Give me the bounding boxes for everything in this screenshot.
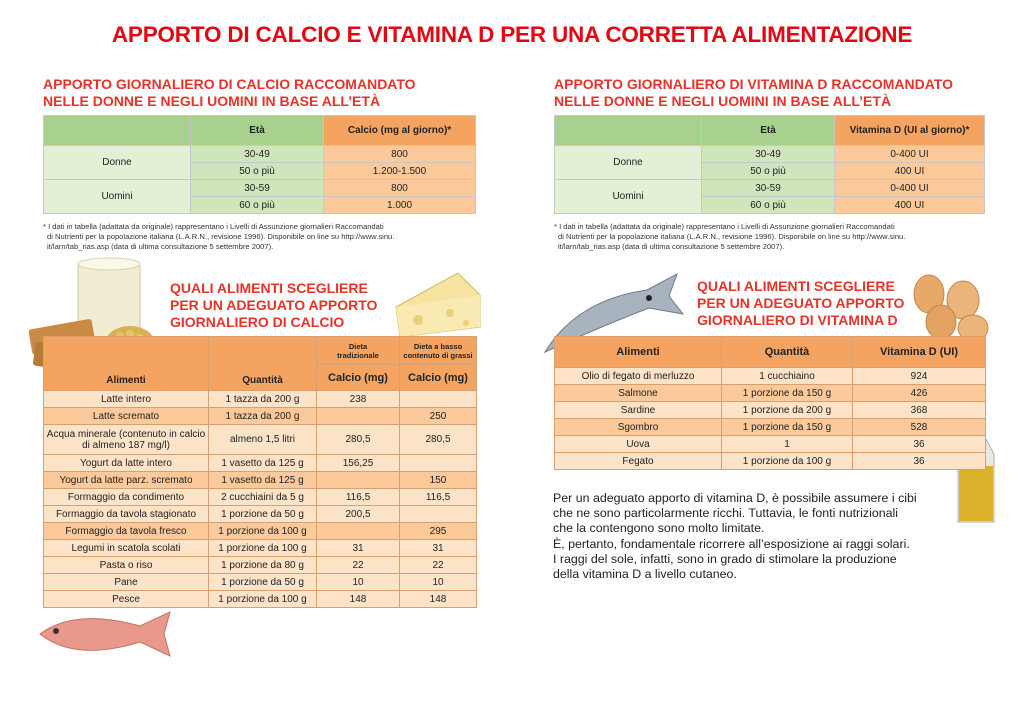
- food-cell: Latte intero: [44, 391, 209, 408]
- food-cell: Pasta o riso: [44, 557, 209, 574]
- trad-cell: [317, 523, 400, 540]
- header-food: Alimenti: [555, 337, 722, 368]
- food-cell: Pane: [44, 574, 209, 591]
- table-row: [44, 506, 477, 523]
- low-cell: [400, 506, 477, 523]
- food-cell: Fegato: [555, 453, 722, 470]
- trad-cell: [317, 472, 400, 489]
- header-calcio: Calcio (mg al giorno)*: [324, 116, 476, 146]
- page-title: APPORTO DI CALCIO E VITAMINA D PER UNA CORRETTA ALIMENTAZIONE: [111, 22, 913, 47]
- value-cell: 426: [853, 385, 986, 402]
- qty-cell: 1 porzione da 100 g: [209, 523, 317, 540]
- value-cell: 0-400 UI: [835, 146, 985, 163]
- qty-cell: 1 cucchiaino: [722, 368, 853, 385]
- low-cell: 10: [400, 574, 477, 591]
- group-donne: Donne: [44, 146, 191, 180]
- trad-cell: 200,5: [317, 506, 400, 523]
- low-cell: 150: [400, 472, 477, 489]
- value-cell: 528: [853, 419, 986, 436]
- group-uomini: Uomini: [44, 180, 191, 214]
- age-cell: 50 o più: [191, 163, 324, 180]
- vitd-rda-table: [554, 115, 985, 214]
- header-diet-traditional: Dieta tradizionale: [317, 337, 400, 365]
- food-cell: Formaggio da tavola stagionato: [44, 506, 209, 523]
- qty-cell: almeno 1,5 litri: [209, 425, 317, 455]
- food-cell: Formaggio da condimento: [44, 489, 209, 506]
- value-cell: 400 UI: [835, 163, 985, 180]
- group-donne: Donne: [555, 146, 702, 180]
- qty-cell: 1 porzione da 150 g: [722, 385, 853, 402]
- header-calcio-traditional: Calcio (mg): [317, 365, 400, 391]
- trad-cell: 31: [317, 540, 400, 557]
- food-cell: Yogurt da latte intero: [44, 455, 209, 472]
- header-blank: [44, 116, 191, 146]
- header-qty: Quantità: [209, 337, 317, 391]
- trad-cell: 156,25: [317, 455, 400, 472]
- header-vitd: Vitamina D (UI): [853, 337, 986, 368]
- food-cell: Olio di fegato di merluzzo: [555, 368, 722, 385]
- vitd-foods-title: QUALI ALIMENTI SCEGLIERE PER UN ADEGUATO APPORTO GIORNALIERO DI VITAMINA D: [697, 278, 905, 328]
- calcio-foods-title: QUALI ALIMENTI SCEGLIERE PER UN ADEGUATO APPORTO GIORNALIERO DI CALCIO: [170, 280, 378, 330]
- trad-cell: 116,5: [317, 489, 400, 506]
- qty-cell: 1 porzione da 50 g: [209, 506, 317, 523]
- calcio-rda-title: APPORTO GIORNALIERO DI CALCIO RACCOMANDATO NELLE DONNE E NEGLI UOMINI IN BASE ALL’ETÀ: [43, 76, 416, 109]
- table-row: [555, 385, 986, 402]
- header-qty: Quantità: [722, 337, 853, 368]
- qty-cell: 2 cucchiaini da 5 g: [209, 489, 317, 506]
- table-row: [555, 402, 986, 419]
- calcio-rda-note: * I dati in tabella (adattata da originale) rappresentano i Livelli di Assunzione giornalieri Raccomandati di Nutrienti per la popolazione italiana (L.A.R.N., revisione 1996). Disponibile on line su http://www.sinu. it/larn/tab_rias.asp (data di ultima consultazione 5 settembre 2007).: [43, 222, 395, 251]
- trad-cell: 22: [317, 557, 400, 574]
- qty-cell: 1 vasetto da 125 g: [209, 472, 317, 489]
- qty-cell: 1 porzione da 200 g: [722, 402, 853, 419]
- header-vitd: Vitamina D (UI al giorno)*: [835, 116, 985, 146]
- vitd-rda-title: APPORTO GIORNALIERO DI VITAMINA D RACCOMANDATO NELLE DONNE E NEGLI UOMINI IN BASE ALL’ETÀ: [554, 76, 953, 109]
- food-cell: Uova: [555, 436, 722, 453]
- age-cell: 30-59: [702, 180, 835, 197]
- age-cell: 30-49: [702, 146, 835, 163]
- vitd-paragraph: Per un adeguato apporto di vitamina D, è possibile assumere i cibi che ne sono particolarmente ricchi. Tuttavia, le fonti nutrizionali che la contengono sono molto limitate. È, pertanto, fondamentale ricorrere all’esposizione ai raggi solari. I raggi del sole, infatti, sono in grado di stimolare la produzione della vitamina D a livello cutaneo.: [553, 491, 917, 582]
- trad-cell: 238: [317, 391, 400, 408]
- table-row: [555, 368, 986, 385]
- age-cell: 50 o più: [702, 163, 835, 180]
- calcio-rda-table: [43, 115, 476, 214]
- low-cell: 295: [400, 523, 477, 540]
- table-row: [44, 540, 477, 557]
- low-cell: 148: [400, 591, 477, 608]
- age-cell: 30-49: [191, 146, 324, 163]
- red-fish-illustration: [30, 604, 180, 664]
- qty-cell: 1 porzione da 50 g: [209, 574, 317, 591]
- low-cell: [400, 391, 477, 408]
- low-cell: 280,5: [400, 425, 477, 455]
- food-cell: Sardine: [555, 402, 722, 419]
- qty-cell: 1 tazza da 200 g: [209, 391, 317, 408]
- value-cell: 1.200-1.500: [324, 163, 476, 180]
- trad-cell: [317, 408, 400, 425]
- low-cell: 116,5: [400, 489, 477, 506]
- vitd-foods-table: [554, 336, 986, 470]
- table-row: [44, 472, 477, 489]
- header-food: Alimenti: [44, 337, 209, 391]
- food-cell: Yogurt da latte parz. scremato: [44, 472, 209, 489]
- table-row: [44, 425, 477, 455]
- low-cell: 31: [400, 540, 477, 557]
- qty-cell: 1: [722, 436, 853, 453]
- qty-cell: 1 porzione da 100 g: [209, 540, 317, 557]
- value-cell: 924: [853, 368, 986, 385]
- age-cell: 60 o più: [702, 197, 835, 214]
- header-age: Età: [191, 116, 324, 146]
- table-row: [44, 591, 477, 608]
- food-cell: Latte scremato: [44, 408, 209, 425]
- table-row: [44, 408, 477, 425]
- value-cell: 368: [853, 402, 986, 419]
- qty-cell: 1 tazza da 200 g: [209, 408, 317, 425]
- table-row: [44, 523, 477, 540]
- value-cell: 1.000: [324, 197, 476, 214]
- header-diet-lowfat: Dieta a basso contenuto di grassi: [400, 337, 477, 365]
- value-cell: 0-400 UI: [835, 180, 985, 197]
- trad-cell: 10: [317, 574, 400, 591]
- qty-cell: 1 porzione da 80 g: [209, 557, 317, 574]
- food-cell: Pesce: [44, 591, 209, 608]
- food-cell: Sgombro: [555, 419, 722, 436]
- age-cell: 30-59: [191, 180, 324, 197]
- value-cell: 400 UI: [835, 197, 985, 214]
- value-cell: 800: [324, 180, 476, 197]
- header-blank: [555, 116, 702, 146]
- cheese-illustration: [388, 265, 488, 345]
- qty-cell: 1 porzione da 100 g: [209, 591, 317, 608]
- value-cell: 36: [853, 436, 986, 453]
- table-row: [555, 453, 986, 470]
- table-row: [555, 436, 986, 453]
- low-cell: 22: [400, 557, 477, 574]
- food-cell: Formaggio da tavola fresco: [44, 523, 209, 540]
- age-cell: 60 o più: [191, 197, 324, 214]
- qty-cell: 1 vasetto da 125 g: [209, 455, 317, 472]
- calcio-foods-table: [43, 336, 477, 608]
- table-row: [44, 574, 477, 591]
- food-cell: Acqua minerale (contenuto in calcio di almeno 187 mg/l): [44, 425, 209, 455]
- trad-cell: 280,5: [317, 425, 400, 455]
- table-row: [44, 557, 477, 574]
- vitd-rda-note: * I dati in tabella (adattata da originale) rappresentano i Livelli di Assunzione giornalieri Raccomandati di Nutrienti per la popolazione italiana (L.A.R.N., revisione 1996). Disponibile on line su http://www.sinu. it/larn/tab_rias.asp (data di ultima consultazione 5 settembre 2007).: [554, 222, 906, 251]
- food-cell: Salmone: [555, 385, 722, 402]
- table-row: [44, 391, 477, 408]
- table-row: [555, 419, 986, 436]
- low-cell: [400, 455, 477, 472]
- qty-cell: 1 porzione da 100 g: [722, 453, 853, 470]
- value-cell: 36: [853, 453, 986, 470]
- table-row: [44, 489, 477, 506]
- food-cell: Legumi in scatola scolati: [44, 540, 209, 557]
- table-row: [44, 455, 477, 472]
- value-cell: 800: [324, 146, 476, 163]
- header-age: Età: [702, 116, 835, 146]
- header-calcio-lowfat: Calcio (mg): [400, 365, 477, 391]
- trad-cell: 148: [317, 591, 400, 608]
- qty-cell: 1 porzione da 150 g: [722, 419, 853, 436]
- low-cell: 250: [400, 408, 477, 425]
- group-uomini: Uomini: [555, 180, 702, 214]
